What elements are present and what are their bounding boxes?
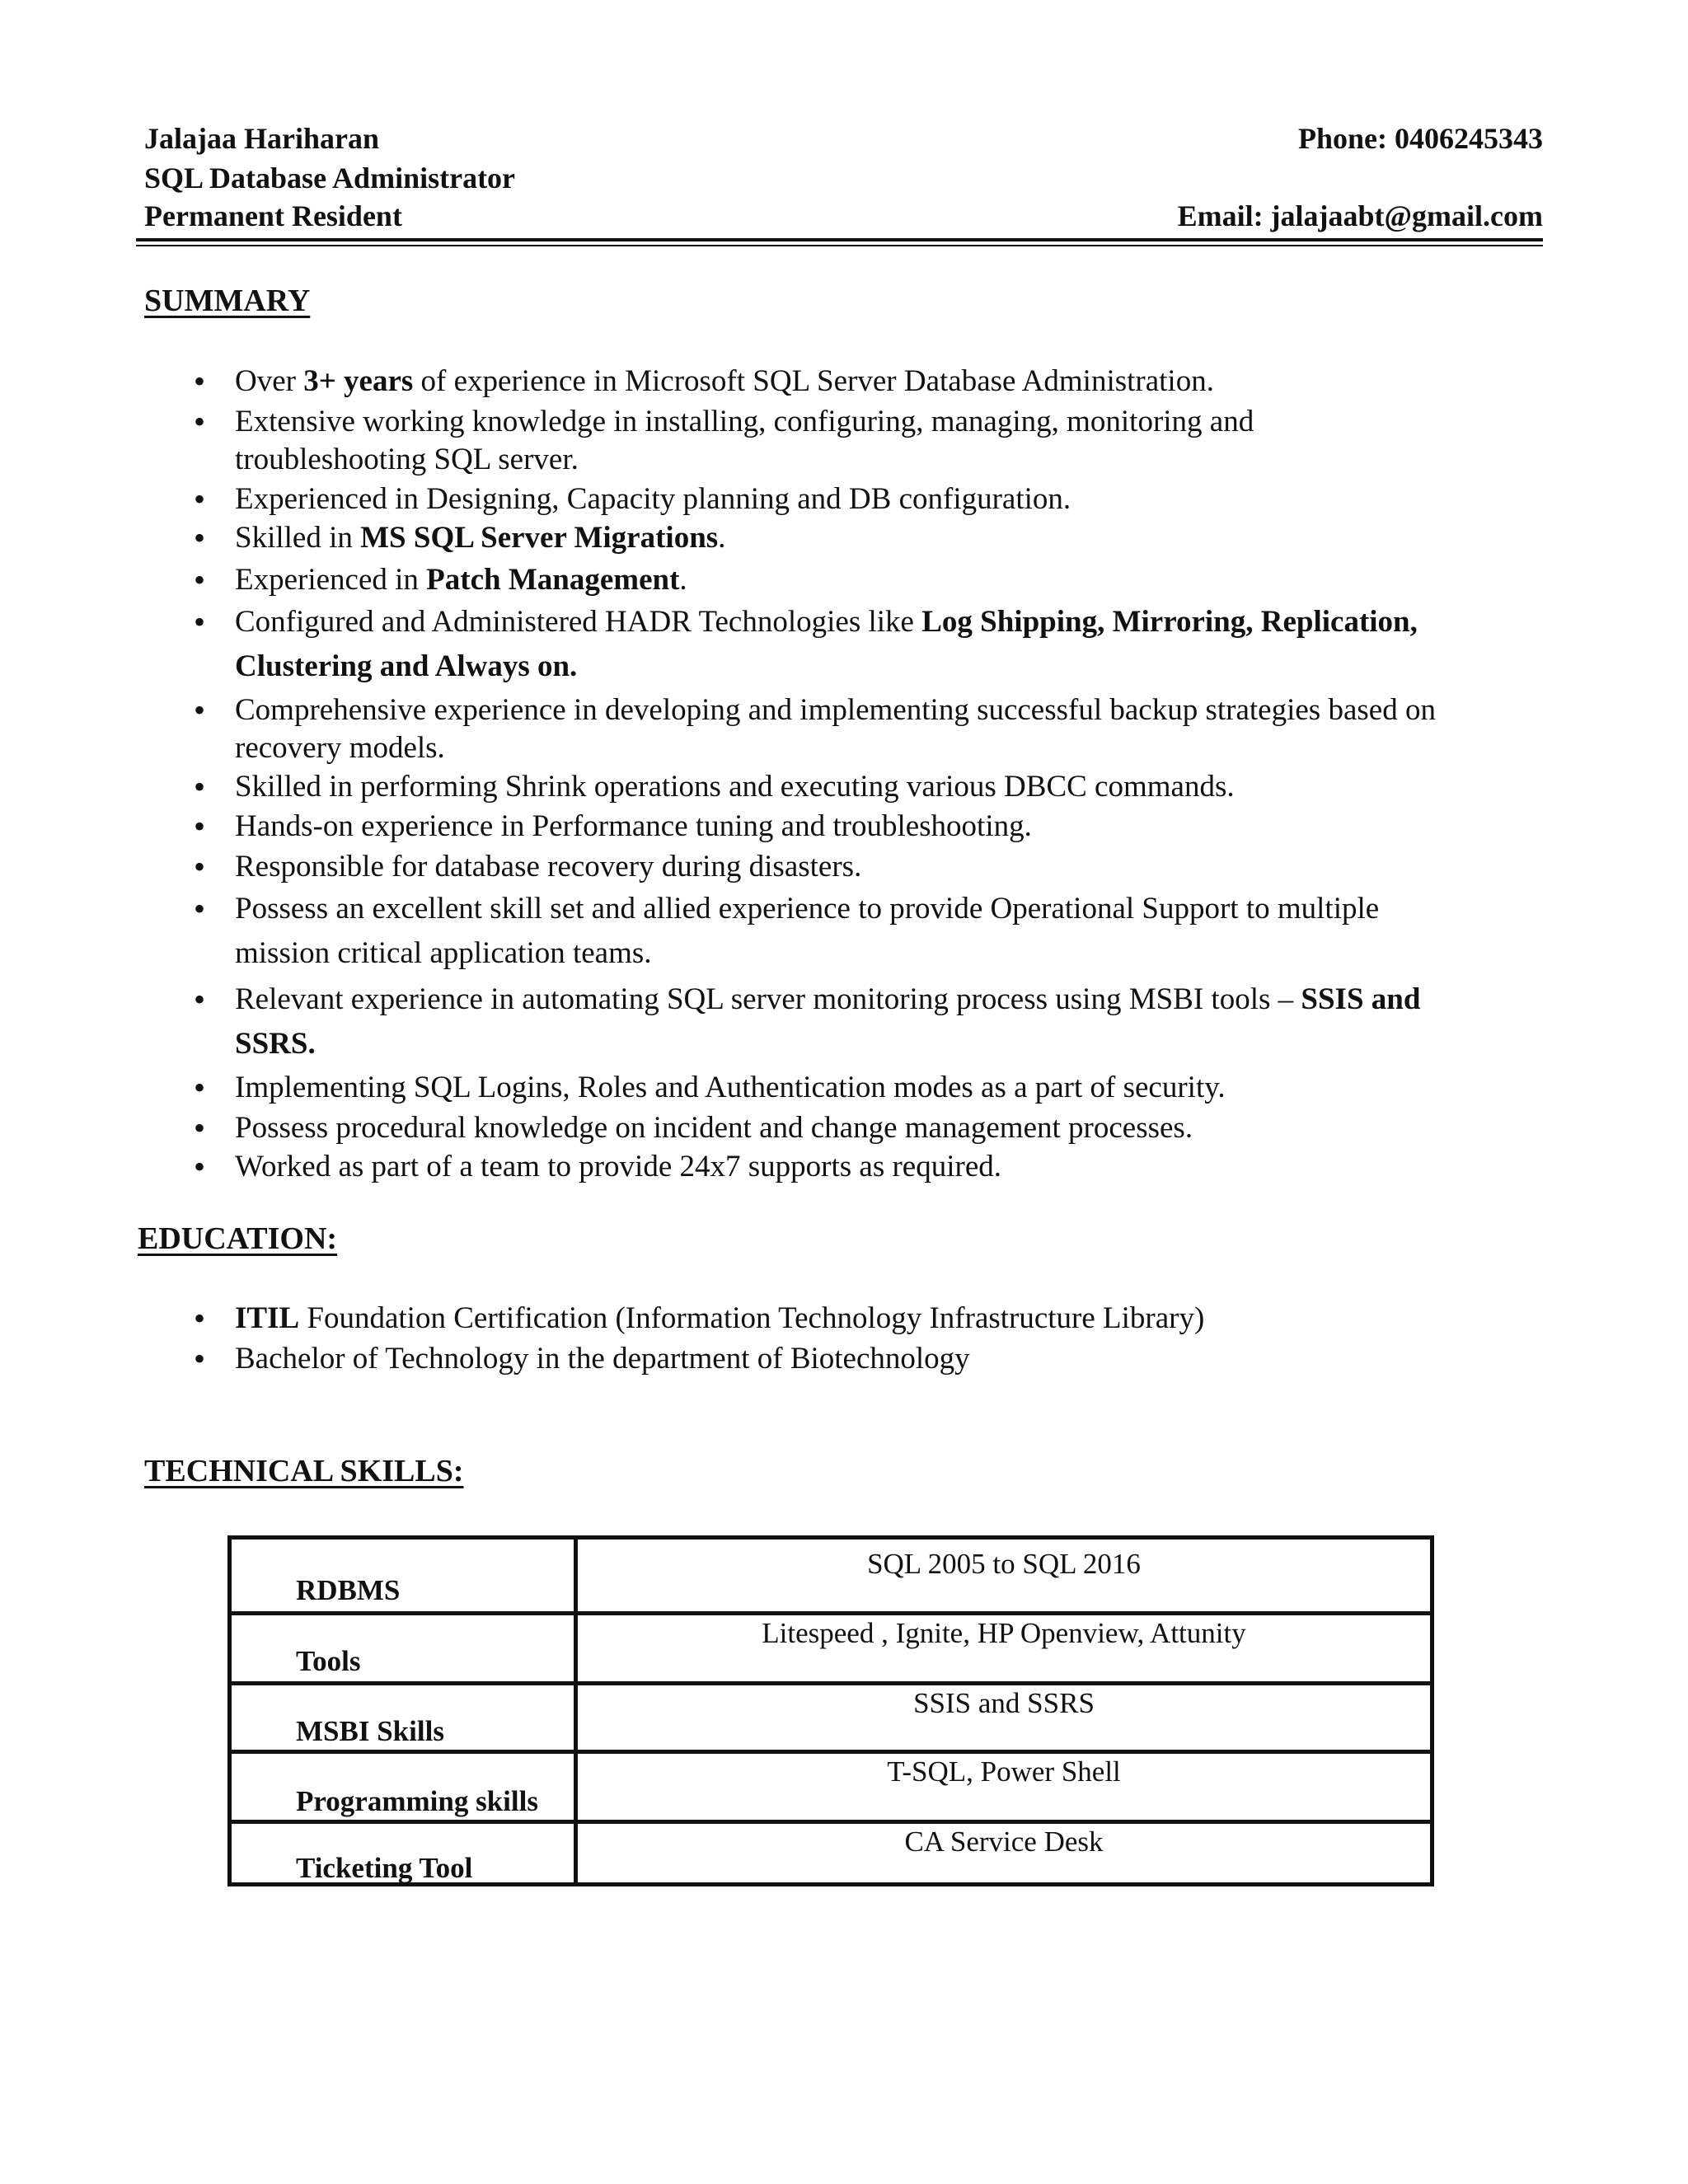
residency-status: Permanent Resident [144,199,402,232]
summary-item: • Comprehensive experience in developing and implementing successful backup strategies based on recovery models. [235,691,1537,767]
summary-heading: SUMMARY [144,284,311,318]
technical-skills-heading: TECHNICAL SKILLS: [144,1454,464,1488]
skill-category: Programming skills [296,1785,538,1817]
summary-item: • Implementing SQL Logins, Roles and Authentication modes as a part of security. [235,1069,1537,1107]
summary-item: • Skilled in MS SQL Server Migrations. [235,519,1537,557]
summary-item: • Experienced in Designing, Capacity planning and DB configuration. [235,480,1537,518]
candidate-role: SQL Database Administrator [144,162,516,194]
skill-category: RDBMS [296,1574,401,1606]
table-row [232,1754,1430,1824]
skill-category: Ticketing Tool [296,1852,473,1884]
table-row [232,1685,1430,1754]
email-address[interactable]: Email: jalajaabt@gmail.com [1177,199,1543,232]
candidate-name: Jalajaa Hariharan [144,122,379,155]
header-divider-thick [136,238,1543,241]
table-row [232,1540,1430,1615]
skill-value: CA Service Desk [904,1825,1104,1858]
technical-skills-table [227,1535,1434,1886]
skill-value: Litespeed , Ignite, HP Openview, Attunity [762,1617,1246,1649]
summary-item: • Relevant experience in automating SQL server monitoring process using MSBI tools – SSIS and SSRS. [235,977,1537,1066]
phone-number: Phone: 0406245343 [1298,122,1543,155]
education-item: • Bachelor of Technology in the department of Biotechnology [235,1340,1537,1378]
skill-value: T-SQL, Power Shell [887,1755,1121,1788]
skill-value: SQL 2005 to SQL 2016 [867,1548,1141,1580]
summary-item: • Hands-on experience in Performance tuning and troubleshooting. [235,808,1537,846]
summary-item: • Over 3+ years of experience in Microsoft SQL Server Database Administration. [235,363,1537,401]
skill-category: Tools [296,1645,361,1677]
summary-item: • Worked as part of a team to provide 24x7 supports as required. [235,1148,1537,1186]
summary-item: • Experienced in Patch Management. [235,561,1537,599]
table-row [232,1615,1430,1685]
skill-category: MSBI Skills [296,1715,444,1747]
skill-value: SSIS and SSRS [913,1687,1095,1719]
education-item: • ITIL Foundation Certification (Information Technology Infrastructure Library) [235,1300,1537,1338]
summary-item: • Configured and Administered HADR Technologies like Log Shipping, Mirroring, Replication, Clustering and Always on. [235,600,1537,689]
summary-item: • Possess procedural knowledge on incident and change management processes. [235,1109,1537,1147]
education-heading: EDUCATION: [138,1221,338,1256]
summary-item: • Possess an excellent skill set and allied experience to provide Operational Support to multiple mission critical application teams. [235,887,1537,976]
header-divider-thin [136,245,1543,246]
summary-item: • Responsible for database recovery during disasters. [235,848,1537,886]
summary-item: • Skilled in performing Shrink operations and executing various DBCC commands. [235,768,1537,806]
summary-item: • Extensive working knowledge in installing, configuring, managing, monitoring and troubleshooting SQL server. [235,403,1537,479]
table-row [232,1824,1430,1886]
